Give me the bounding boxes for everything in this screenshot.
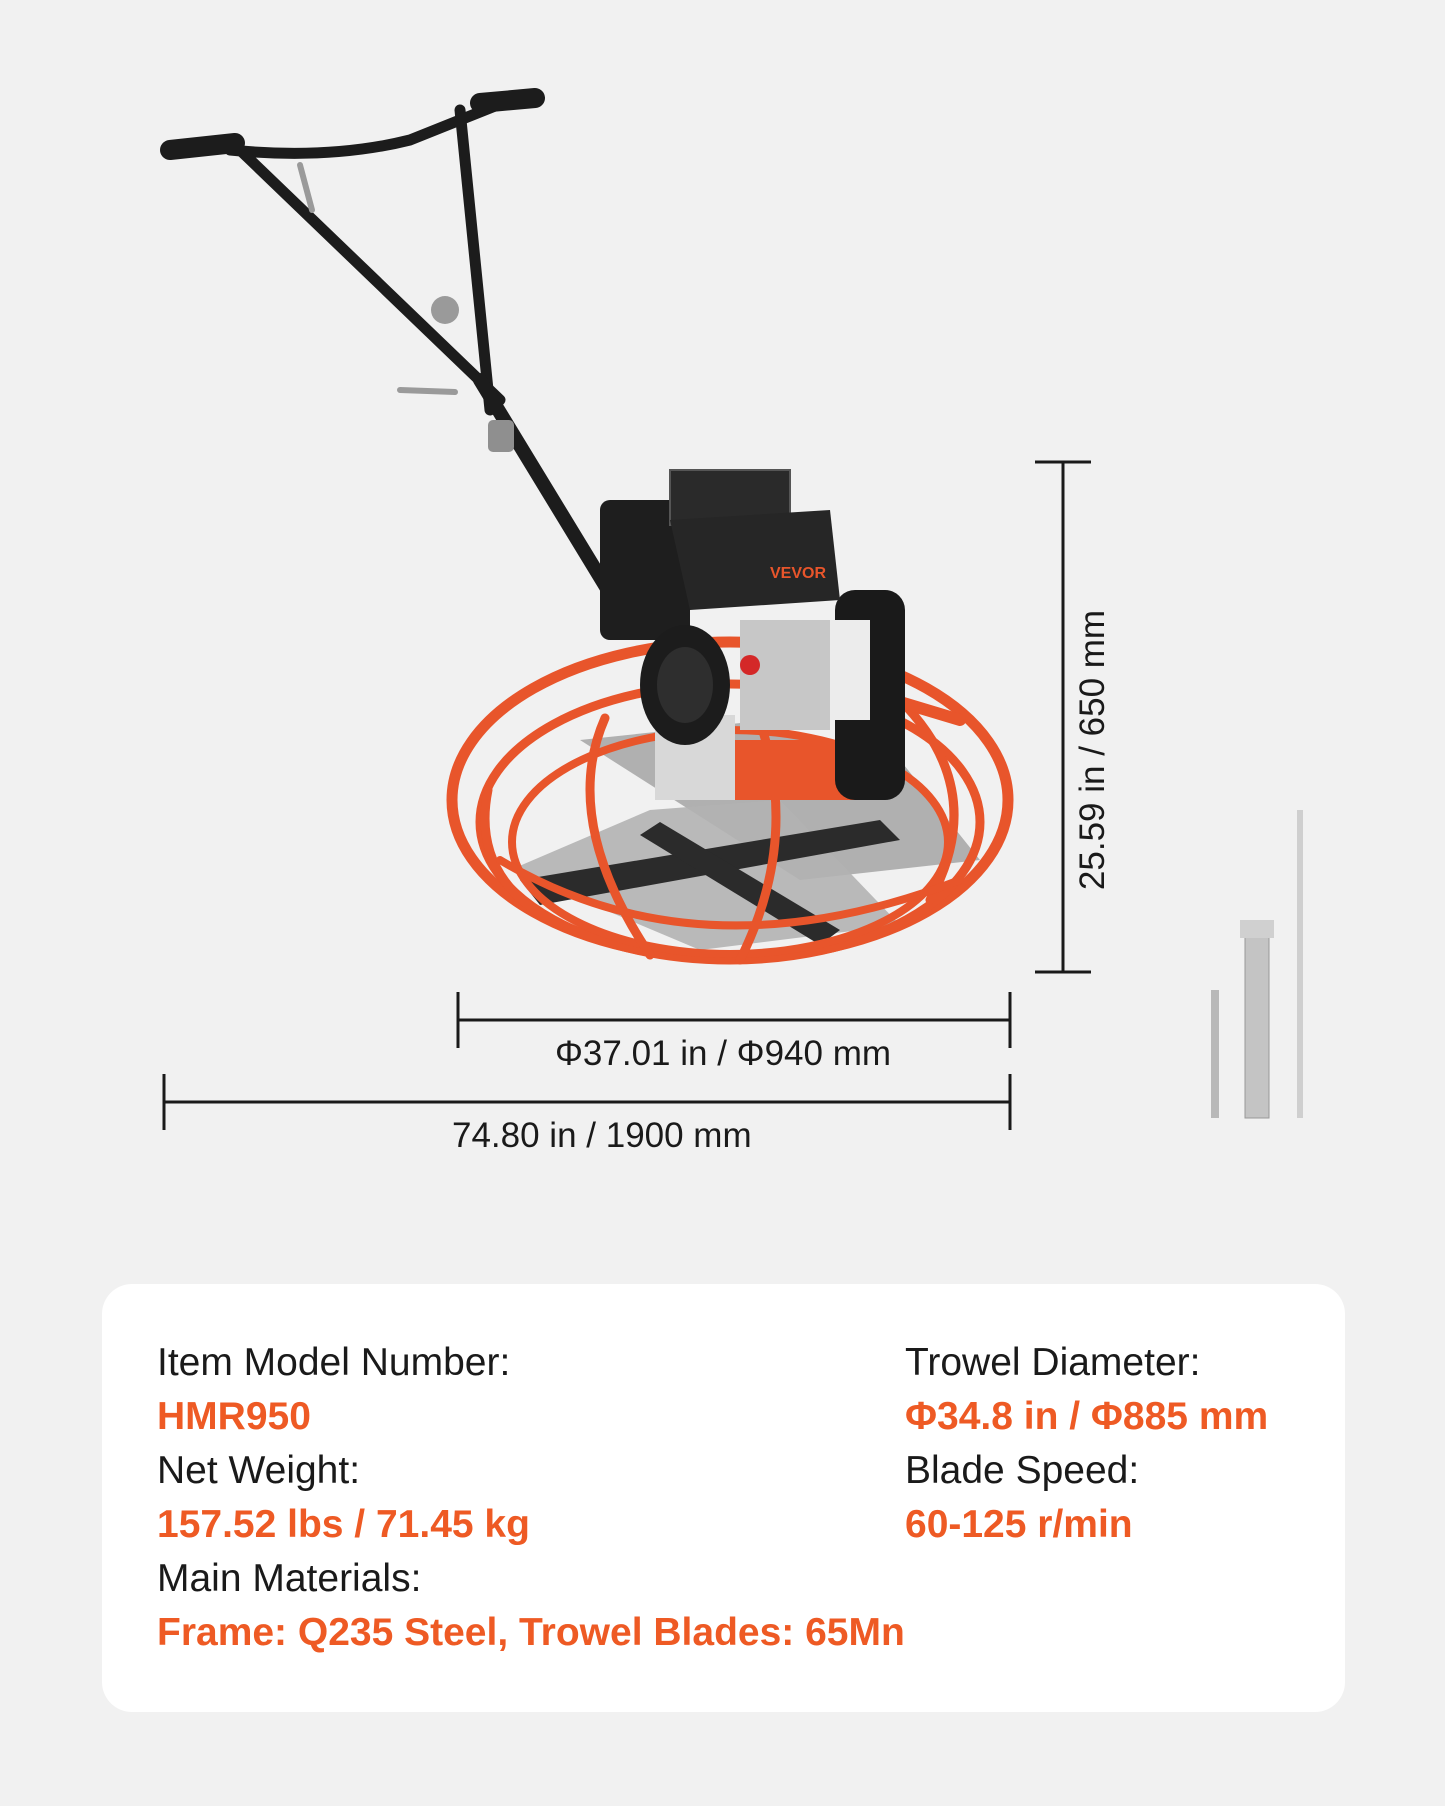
accessory-tools: [1211, 810, 1303, 1118]
model-number-value: HMR950: [157, 1395, 311, 1438]
spec-blade-speed: [905, 1444, 1139, 1552]
pitch-knob-icon: [431, 296, 459, 324]
trowel-diameter-label: Trowel Diameter:: [905, 1341, 1201, 1384]
net-weight-label: Net Weight:: [157, 1449, 361, 1492]
spec-model-number: [157, 1336, 510, 1444]
blade-speed-value: 60-125 r/min: [905, 1503, 1133, 1546]
length-dimension-label: 74.80 in / 1900 mm: [452, 1116, 752, 1155]
blade-speed-label: Blade Speed:: [905, 1449, 1140, 1492]
spec-card: [102, 1284, 1345, 1712]
spec-main-materials: [157, 1552, 905, 1660]
main-materials-value: Frame: Q235 Steel, Trowel Blades: 65Mn: [157, 1611, 905, 1654]
net-weight-value: 157.52 lbs / 71.45 kg: [157, 1503, 530, 1546]
handle: [170, 98, 620, 610]
vevor-logo: VEVOR: [770, 565, 827, 582]
main-materials-label: Main Materials:: [157, 1557, 422, 1600]
height-dimension-label: 25.59 in / 650 mm: [1073, 609, 1112, 891]
diameter-dimension-label: Φ37.01 in / Φ940 mm: [555, 1034, 892, 1073]
throttle-lever-icon: [488, 420, 514, 452]
spec-trowel-diameter: [905, 1336, 1268, 1444]
spec-net-weight: [157, 1444, 530, 1552]
trowel-diameter-value: Φ34.8 in / Φ885 mm: [905, 1395, 1269, 1438]
model-number-label: Item Model Number:: [157, 1341, 511, 1384]
